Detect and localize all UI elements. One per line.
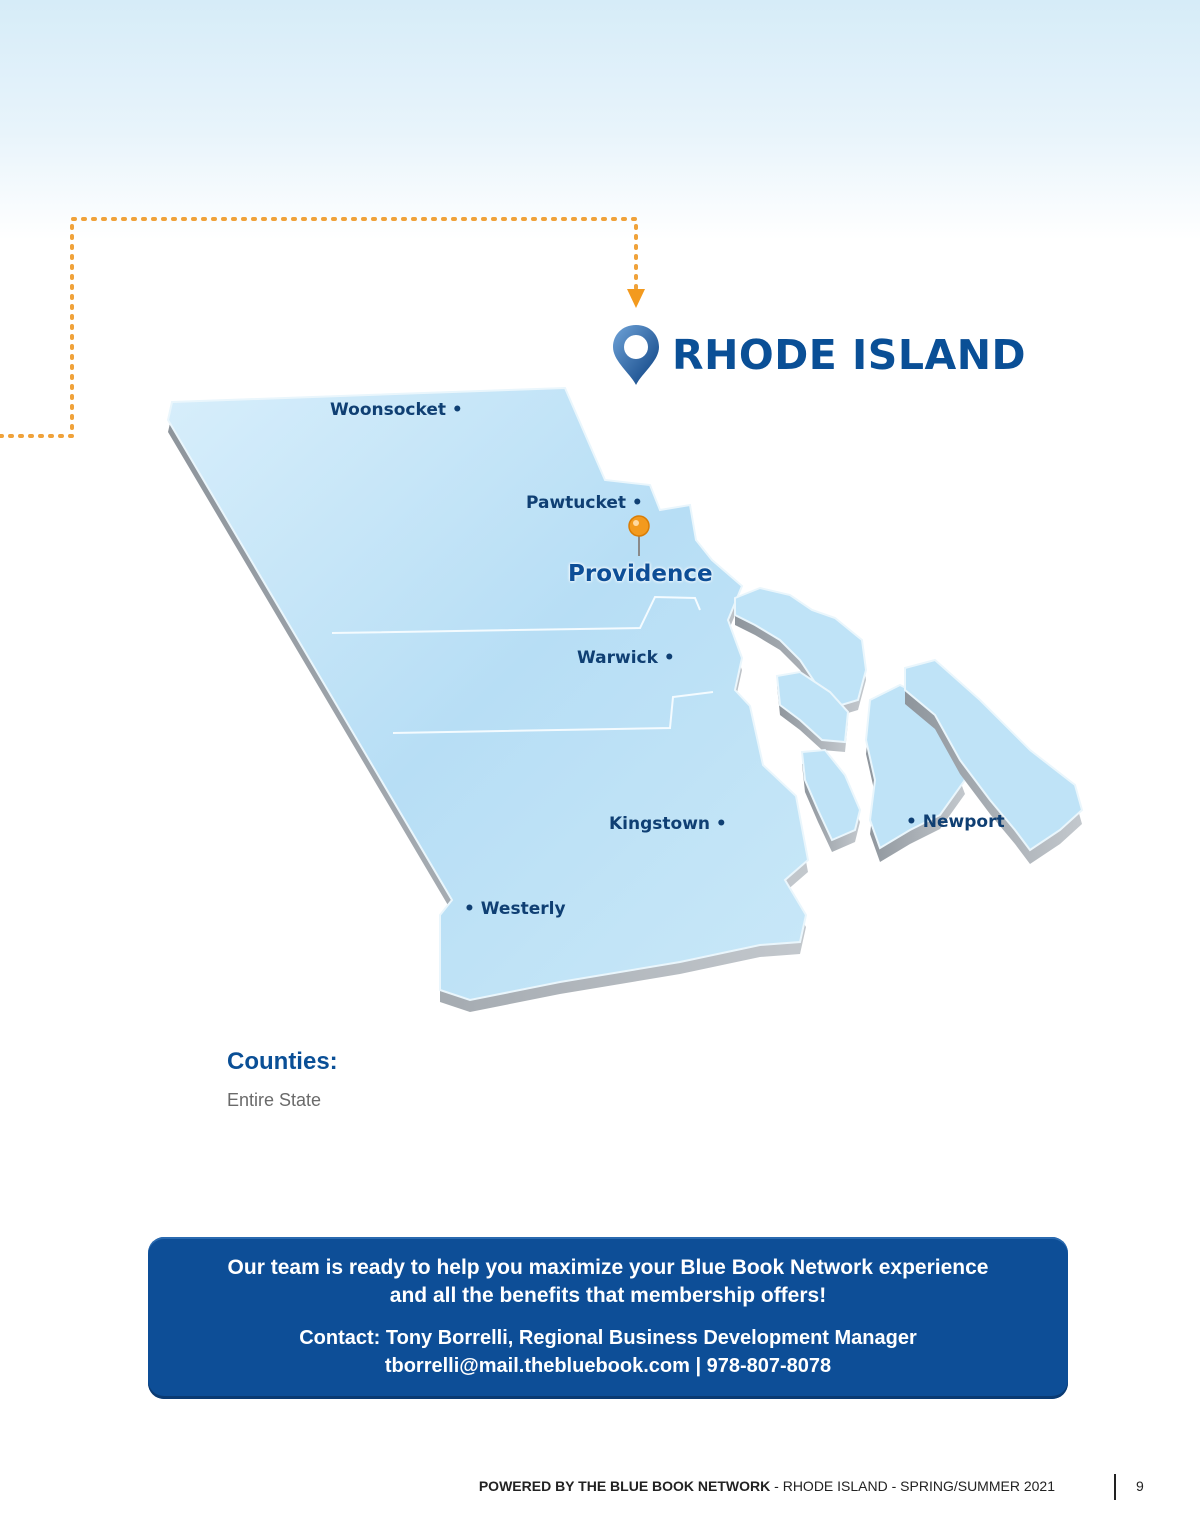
contact-person: Contact: Tony Borrelli, Regional Business Development Manager bbox=[299, 1327, 917, 1349]
footer-edition: - RHODE ISLAND - SPRING/SUMMER 2021 bbox=[770, 1478, 1055, 1494]
city-label-providence: Providence bbox=[568, 561, 713, 587]
page-footer bbox=[479, 1478, 1055, 1494]
city-label-kingstown: Kingstown • bbox=[609, 814, 727, 834]
footer-brand: POWERED BY THE BLUE BOOK NETWORK bbox=[478, 1478, 771, 1494]
page-number: 9 bbox=[1136, 1478, 1144, 1494]
footer-divider bbox=[1114, 1474, 1116, 1500]
city-label-woonsocket: Woonsocket • bbox=[330, 400, 463, 420]
contact-callout bbox=[148, 1237, 1068, 1399]
state-title: RHODE ISLAND bbox=[672, 331, 1027, 379]
city-label-pawtucket: Pawtucket • bbox=[526, 493, 643, 513]
contact-message-line-1: Our team is ready to help you maximize your Blue Book Network experience bbox=[227, 1256, 989, 1279]
contact-email-phone[interactable]: tborrelli@mail.thebluebook.com | 978-807-8078 bbox=[384, 1355, 832, 1377]
city-label-newport: • Newport bbox=[906, 812, 1005, 832]
contact-message-line-2: and all the benefits that membership offers! bbox=[389, 1284, 827, 1307]
counties-value: Entire State bbox=[227, 1090, 322, 1110]
counties-heading: Counties: bbox=[227, 1048, 338, 1075]
city-label-warwick: Warwick • bbox=[577, 648, 675, 668]
city-label-westerly: • Westerly bbox=[464, 899, 566, 919]
